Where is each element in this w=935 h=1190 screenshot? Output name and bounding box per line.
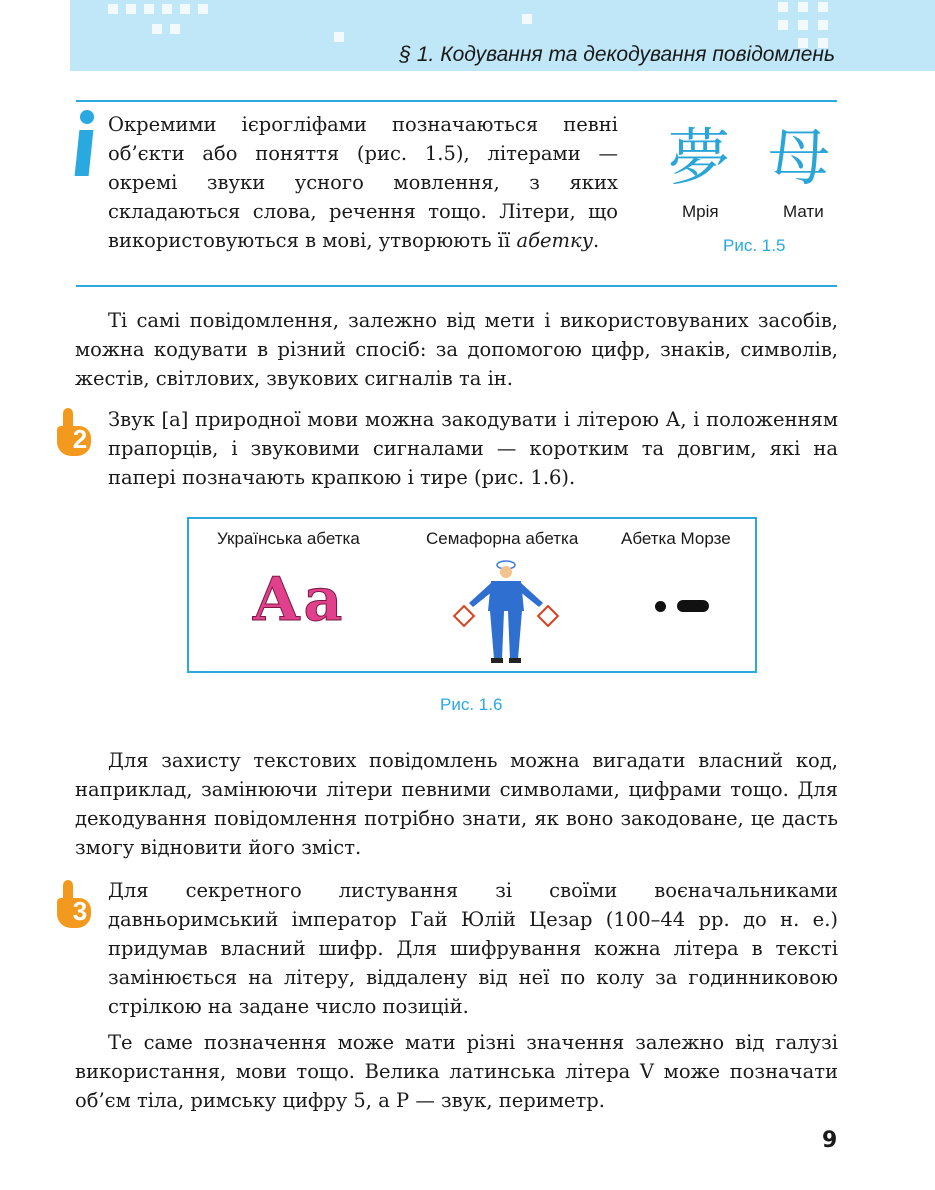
decor-square bbox=[778, 20, 788, 30]
semaphore-signaller-image bbox=[451, 559, 561, 665]
header-band bbox=[70, 0, 935, 71]
paragraph-3: Те саме позначення може мати різні значення залежно від галузі використання, мови тощо. Велика латинська літера V може позначати об’єм тіла, римську цифру 5, а Р — звук, периметр. bbox=[75, 1031, 838, 1112]
section-title: § 1. Кодування та декодування повідомлень bbox=[399, 43, 835, 66]
item-number-2: 2 bbox=[72, 424, 88, 454]
decor-square bbox=[170, 24, 180, 34]
decor-square bbox=[818, 2, 828, 12]
info-text-main: Окремими ієрогліфами позначаються певні об’єкти або поняття (рис. 1.5), літерами — окремі звуки усного мовлення, з яких складаються слова, речення тощо. Літери, що використовуються в мові, утворюють її bbox=[108, 113, 618, 252]
decor-square bbox=[108, 4, 118, 14]
decor-square bbox=[778, 2, 788, 12]
caption-fig-1-5: Рис. 1.5 bbox=[723, 236, 786, 255]
paragraph-1: Ті самі повідомлення, залежно від мети і використовуваних засобів, можна кодувати в різний спосіб: за допомогою цифр, знаків, символів, жестів, світлових, звукових сигналів та ін. bbox=[75, 309, 838, 390]
figure-1-5 bbox=[668, 118, 843, 198]
decor-square bbox=[152, 24, 162, 34]
label-ukrainian-alphabet: Українська абетка bbox=[217, 529, 360, 548]
item-number-3: 3 bbox=[72, 896, 88, 926]
decor-square bbox=[144, 4, 154, 14]
letters-aa: Aa bbox=[253, 565, 347, 635]
item-3-text: Для секретного листування зі своїми воєначальниками давньоримський імператор Гай Юлій Цезар (100–44 рр. до н. е.) придумав власний шифр. Для шифрування кожна літера в тексті замінюється на літеру, віддалену від неї по колу за годинниковою стрілкою на задане число позицій. bbox=[108, 879, 838, 1018]
figure-1-6 bbox=[187, 517, 757, 673]
info-bottom-rule bbox=[76, 285, 837, 287]
page-number: 9 bbox=[822, 1128, 838, 1153]
hieroglyph-mother: 母 bbox=[768, 121, 831, 194]
decor-square bbox=[798, 2, 808, 12]
info-top-rule bbox=[76, 100, 837, 102]
hand-pointer-icon bbox=[53, 880, 97, 932]
label-morse-alphabet: Абетка Морзе bbox=[621, 529, 731, 548]
hand-pointer-icon bbox=[53, 408, 97, 460]
decor-square bbox=[126, 4, 136, 14]
decor-square bbox=[522, 14, 532, 24]
label-mother: Мати bbox=[783, 202, 824, 221]
info-text-end: . bbox=[593, 229, 600, 252]
decor-square bbox=[162, 4, 172, 14]
decor-square bbox=[798, 20, 808, 30]
decor-square bbox=[334, 32, 344, 42]
hieroglyph-dream: 夢 bbox=[668, 121, 731, 194]
label-semaphore-alphabet: Семафорна абетка bbox=[426, 529, 579, 548]
decor-square bbox=[180, 4, 190, 14]
label-dream: Мрія bbox=[682, 202, 719, 221]
info-text-italic: абетку bbox=[516, 229, 593, 252]
info-paragraph bbox=[108, 110, 618, 255]
caption-fig-1-6: Рис. 1.6 bbox=[440, 695, 503, 714]
paragraph-2: Для захисту текстових повідомлень можна вигадати власний код, наприклад, замінюючи літери певними символами, цифрами тощо. Для декодування повідомлення потрібно знати, як воно закодоване, це дасть змогу відновити його зміст. bbox=[75, 749, 838, 859]
morse-dash bbox=[677, 600, 709, 612]
morse-dot bbox=[655, 601, 666, 612]
decor-square bbox=[818, 20, 828, 30]
info-icon bbox=[77, 110, 97, 178]
decor-square bbox=[198, 4, 208, 14]
item-2-text: Звук [а] природної мови можна закодувати і літерою А, і положенням прапорців, і звуковими сигналами — коротким та довгим, які на папері позначають крапкою і тире (рис. 1.6). bbox=[108, 408, 838, 489]
